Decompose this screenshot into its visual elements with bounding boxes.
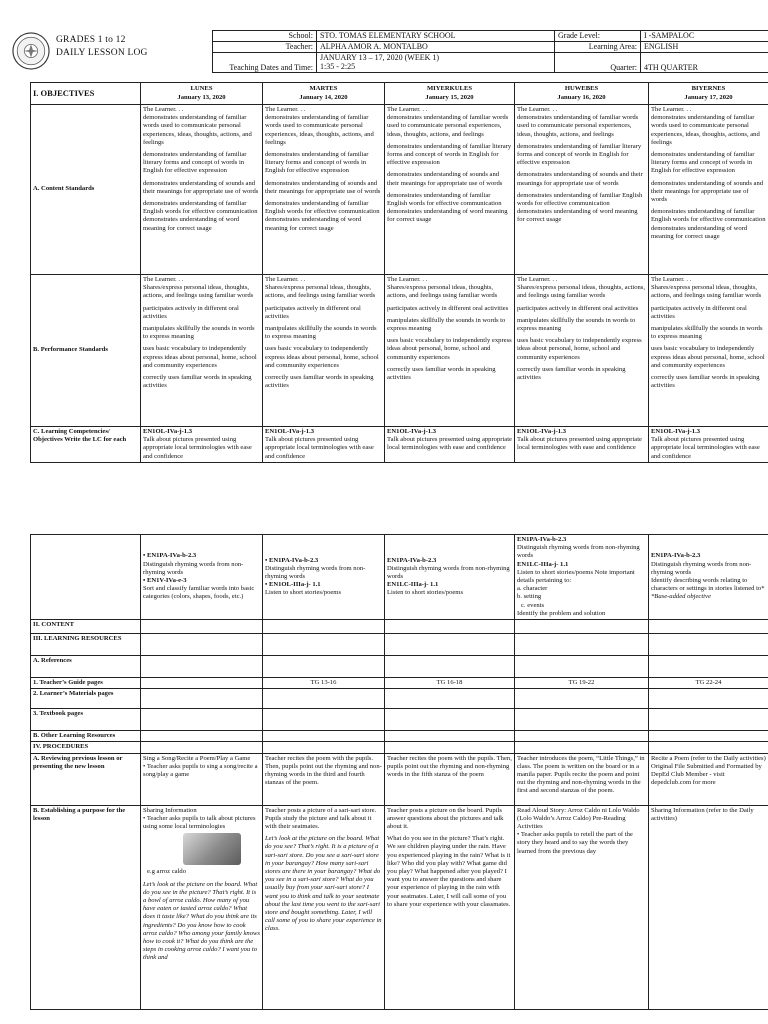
- content-standards-cell: The Learner. . . demonstrates understanding of familiar words used to communicate personal experiences, ideas, thoughts, actions, and feelings demonstrates understanding of familiar literary forms and concept of words in English for effective expression demonstrates understanding of sounds and their meanings for appropriate use of words demonstrates understanding of familiar English words for effective communication demonstrates understanding of word meaning for correct usage: [385, 105, 515, 275]
- competency-cell: EN1OL-IVa-j-1.3 Talk about pictures presented using appropriate local terminologies with ease and confidence: [649, 427, 768, 463]
- content-standards-cell: The Learner. . . demonstrates understanding of familiar words used to communicate personal experiences, ideas, thoughts, actions, and feelings demonstrates understanding of familiar literary forms and concept of words in English for effective expression demonstrates understanding of sounds and their meanings for appropriate use of words demonstrates understanding of familiar English words for effective communication demonstrates understanding of word meaning for correct usage: [515, 105, 649, 275]
- competencies-continued-label: [31, 535, 141, 620]
- reviewing-label: A. Reviewing previous lesson or presenting the new lesson: [31, 753, 141, 805]
- content-standards-cell: The Learner. . . demonstrates understanding of familiar words used to communicate personal experiences, ideas, thoughts, actions, and feelings demonstrates understanding of familiar literary forms and concept of words in English for effective expression demonstrates understanding of sounds and their meanings for appropriate use of words demonstrates understanding of familiar English words for effective communication demonstrates understanding of word meaning for correct usage: [263, 105, 385, 275]
- competency-cell: EN1OL-IVa-j-1.3 Talk about pictures presented using appropriate local terminologies with ease and confidence: [141, 427, 263, 463]
- performance-standards-label: B. Performance Standards: [31, 275, 141, 427]
- competency-cell: EN1OL-IVa-j-1.3 Talk about pictures presented using appropriate local terminologies with ease and confidence: [263, 427, 385, 463]
- competency-continued-cell: • EN1PA-IVa-b-2.3 Distinguish rhyming words from non-rhyming words • EN1OL-IIIa-j- 1.1 Listen to short stories/poems: [263, 535, 385, 620]
- tg-pages: TG 16-18: [385, 678, 515, 689]
- establishing-label: B. Establishing a purpose for the lesson: [31, 805, 141, 1009]
- purpose-cell: Sharing Information • Teacher asks pupils to talk about pictures using some local terminologies e.g arroz caldo Let’s look at the picture on the board. What do you see in the picture? That’s right. It is a bowl of arroz caldo. How many of you have eaten or tasted arroz caldo? What does it taste like? What do you think are its ingredients? Do you know how to cook arroz caldo? Who among your family knows how to cook it? What do you think are the steps in cooking arroz caldo? I want you to think and: [141, 805, 263, 1009]
- resources-label: III. LEARNING RESOURCES: [31, 634, 141, 656]
- review-cell: Teacher recites the poem with the pupils. Then, pupils point out the rhyming and non-rhyming words in the fifth stanza of the poem: [385, 753, 515, 805]
- performance-standards-cell: The Learner. . . Shares/express personal ideas, thoughts, actions, and feelings using familiar words participates actively in different oral activities manipulates skillfully the sounds in words to express meaning uses basic vocabulary to independently express ideas about personal, home, school and community experiences correctly uses familiar words in speaking activities: [515, 275, 649, 427]
- performance-standards-cell: The Learner. . . Shares/express personal ideas, thoughts, actions, and feelings using familiar words participates actively in different oral activities manipulates skillfully the sounds in words to express meaning uses basic vocabulary to independently express ideas about personal, home, school and community experiences correctly uses familiar words in speaking activities: [141, 275, 263, 427]
- objectives-table: [30, 82, 768, 463]
- purpose-cell: Teacher posts a picture on the board. Pupils answer questions about the pictures and talk about it. What do you see in the picture? That’s right. We see children playing under the rain. Have you experienced playing in the rain? What is it like? Who did you play with? What game did you play? What happened after you played? I want you to answer the questions and share your experience of playing in the rain with your seatmates. Later, I will call some of you to share your experience with your classmates.: [385, 805, 515, 1009]
- tg-pages: TG 13-16: [263, 678, 385, 689]
- review-cell: Sing a Song/Recite a Poem/Play a Game • Teacher asks pupils to sing a song/recite a song/play a game: [141, 753, 263, 805]
- day-header: BIYERNES January 17, 2020: [649, 83, 768, 105]
- deped-seal-icon: [12, 32, 50, 70]
- competency-continued-cell: EN1PA-IVa-b-2.3 Distinguish rhyming words from non-rhyming words EN1LC-IIIa-j- 1.1 Listen to short stories/poems: [385, 535, 515, 620]
- dates-value: JANUARY 13 – 17, 2020 (WEEK 1) 1:35 - 2:25: [317, 53, 555, 73]
- competency-continued-cell: EN1PA-IVa-b-2.3 Distinguish rhyming words from non-rhyming words Identify describing words relating to characters or settings in stories listened to* *Base-added objective: [649, 535, 768, 620]
- competency-cell: EN1OL-IVa-j-1.3 Talk about pictures presented using appropriate local terminologies with ease and confidence: [515, 427, 649, 463]
- tg-pages: TG 19-22: [515, 678, 649, 689]
- content-standards-label: A. Content Standards: [31, 105, 141, 275]
- teacher-value: ALPHA AMOR A. MONTALBO: [317, 42, 555, 53]
- textbook-label: 3. Textbook pages: [31, 709, 141, 731]
- form-title: GRADES 1 to 12 DAILY LESSON LOG: [56, 35, 148, 58]
- performance-standards-cell: The Learner. . . Shares/express personal ideas, thoughts, actions, and feelings using familiar words participates actively in different oral activities manipulates skillfully the sounds in words to express meaning uses basic vocabulary to independently express ideas about personal, home, school and community experiences correctly uses familiar words in speaking activities: [649, 275, 768, 427]
- review-cell: Recite a Poem (refer to the Daily activities) Original File Submitted and Formatted by DepEd Club Member - visit depedclub.com for more: [649, 753, 768, 805]
- day-header: MIYERKULES January 15, 2020: [385, 83, 515, 105]
- content-standards-cell: The Learner. . . demonstrates understanding of familiar words used to communicate personal experiences, ideas, thoughts, actions, and feelings demonstrates understanding of familiar literary forms and concept of words in English for effective expression demonstrates understanding of sounds and their meanings for appropriate use of words demonstrates understanding of familiar English words for effective communication demonstrates understanding of word meaning for correct usage: [649, 105, 768, 275]
- header-info-table: School: STO. TOMAS ELEMENTARY SCHOOL Grade Level: I -SAMPALOC Teacher: ALPHA AMOR A. MONTALBO Learning Area: ENGLISH Teaching Dates and Time: JANUARY 13 – 17, 2020 (WEEK 1) 1:35 - 2:25 Quarter: 4TH QUARTER: [212, 30, 768, 73]
- grade-value: I -SAMPALOC: [641, 31, 768, 42]
- procedures-label: IV. PROCEDURES: [31, 742, 141, 753]
- performance-standards-cell: The Learner. . . Shares/express personal ideas, thoughts, actions, and feelings using familiar words participates actively in different oral activities manipulates skillfully the sounds in words to express meaning uses basic vocabulary to independently express ideas about personal, home, school and community experiences correctly uses familiar words in speaking activities: [385, 275, 515, 427]
- content-label: II. CONTENT: [31, 620, 141, 634]
- review-cell: Teacher introduces the poem, “Little Things,” in class. The poem is written on the board or in a manila paper. Pupils recite the poem and point out the rhyming and non-rhyming words in the first and second stanzas of the poem.: [515, 753, 649, 805]
- lm-label: 2. Learner’s Materials pages: [31, 689, 141, 709]
- content-standards-cell: The Learner. . . demonstrates understanding of familiar words used to communicate personal experiences, ideas, thoughts, actions, and feelings demonstrates understanding of familiar literary forms and concept of words in English for effective expression demonstrates understanding of sounds and their meanings for appropriate use of words demonstrates understanding of familiar English words for effective communication demonstrates understanding of word meaning for correct usage: [141, 105, 263, 275]
- day-header: MARTES January 14, 2020: [263, 83, 385, 105]
- purpose-cell: Read Aloud Story: Arroz Caldo ni Lolo Waldo (Lolo Waldo’s Arroz Caldo) Pre-Reading Activities • Teacher asks pupils to retell the part of the story they heard and to say the words they learned from the previous day: [515, 805, 649, 1009]
- procedures-table: [30, 534, 768, 1010]
- arroz-caldo-photo: [183, 833, 241, 865]
- competency-continued-cell: • EN1PA-IVa-b-2.3 Distinguish rhyming words from non-rhyming words • EN1V-IVa-e-3 Sort and classify familiar words into basic categories (colors, shapes, foods, etc.): [141, 535, 263, 620]
- header: [12, 30, 768, 74]
- competency-continued-cell: EN1PA-IVa-b-2.3 Distinguish rhyming words from non-rhyming words EN1LC-IIIa-j- 1.1 Listen to short stories/poems Note important details pertaining to: a. character b. setting c. events Identify the problem and solution: [515, 535, 649, 620]
- quarter-value: 4TH QUARTER: [641, 53, 768, 73]
- tg-label: 1. Teacher’s Guide pages: [31, 678, 141, 689]
- tg-pages: TG 22-24: [649, 678, 768, 689]
- competency-cell: EN1OL-IVa-j-1.3 Talk about pictures presented using appropriate local terminologies with ease and confidence: [385, 427, 515, 463]
- school-value: STO. TOMAS ELEMENTARY SCHOOL: [317, 31, 555, 42]
- competencies-label: C. Learning Competencies/ Objectives Write the LC for each: [31, 427, 141, 463]
- references-label: A. References: [31, 656, 141, 678]
- day-header: LUNES January 13, 2020: [141, 83, 263, 105]
- other-resources-label: B. Other Learning Resources: [31, 731, 141, 742]
- review-cell: Teacher recites the poem with the pupils. Then, pupils point out the rhyming and non-rhyming words in the third and fourth stanzas of the poem.: [263, 753, 385, 805]
- area-value: ENGLISH: [641, 42, 768, 53]
- performance-standards-cell: The Learner. . . Shares/express personal ideas, thoughts, actions, and feelings using familiar words participates actively in different oral activities manipulates skillfully the sounds in words to express meaning uses basic vocabulary to independently express ideas about personal, home, school and community experiences correctly uses familiar words in speaking activities: [263, 275, 385, 427]
- day-header: HUWEBES January 16, 2020: [515, 83, 649, 105]
- purpose-cell: Teacher posts a picture of a sari-sari store. Pupils study the picture and talk about it with their seatmates. Let’s look at the picture on the board. What do you see? That’s right. It is a picture of a sari-sari store. Do you see a sari-sari store in your barangay? How many sari-sari stores are there in your barangay? What do you see in a sari-sari store? What do you usually buy from your sari-sari store? I want you to think and talk to your seatmate about the last time you went to the sari-sari store and bought something. Later, I will call some of you to share your experience in class.: [263, 805, 385, 1009]
- objectives-heading: I. OBJECTIVES: [31, 83, 141, 105]
- purpose-cell: Sharing Information (refer to the Daily activities): [649, 805, 768, 1009]
